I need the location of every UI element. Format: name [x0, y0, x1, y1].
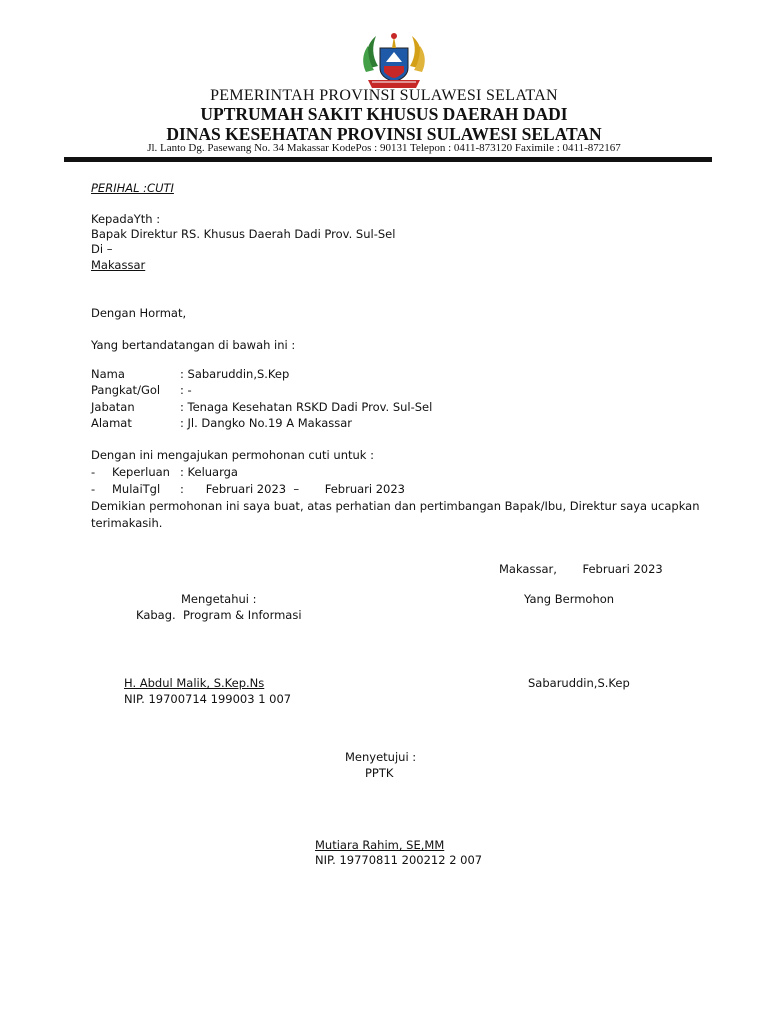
sign-left-name: H. Abdul Malik, S.Kep.Ns — [124, 676, 265, 690]
detail-bullet: - — [91, 482, 96, 496]
detail-bullet: - — [91, 465, 96, 479]
request-intro: Dengan ini mengajukan permohonan cuti untuk : — [91, 448, 374, 462]
sign-bottom-role: Menyetujui : — [345, 750, 417, 764]
recipient-di: Di – — [91, 242, 113, 256]
sign-left-role: Mengetahui : — [181, 592, 257, 606]
field-label-pangkat: Pangkat/Gol — [91, 383, 161, 397]
field-label-jabatan: Jabatan — [91, 400, 135, 414]
recipient-salutation: KepadaYth : — [91, 212, 161, 226]
subject-line: PERIHAL :CUTI — [91, 181, 174, 195]
letterhead-address: Jl. Lanto Dg. Pasewang No. 34 Makassar KodePos : 90131 Telepon : 0411-873120 Faximile : 0411-872167 — [147, 142, 621, 154]
closing-line-1: Demikian permohonan ini saya buat, atas perhatian dan pertimbangan Bapak/Ibu, Direktur saya ucapkan — [91, 499, 700, 513]
sign-right-name: Sabaruddin,S.Kep — [528, 676, 630, 690]
sign-bottom-name: Mutiara Rahim, SE,MM — [315, 838, 445, 852]
place-date: Makassar, Februari 2023 — [499, 562, 663, 576]
field-value-alamat: : Jl. Dangko No.19 A Makassar — [180, 416, 352, 430]
recipient-name: Bapak Direktur RS. Khusus Daerah Dadi Prov. Sul-Sel — [91, 227, 396, 241]
sign-bottom-nip: NIP. 19770811 200212 2 007 — [315, 853, 483, 867]
letterhead-hospital: UPTRUMAH SAKIT KHUSUS DAERAH DADI — [200, 104, 568, 124]
detail-value-keperluan: : Keluarga — [180, 465, 238, 479]
sign-bottom-position: PPTK — [365, 766, 394, 780]
letterhead-divider-thick — [64, 158, 712, 162]
detail-label-mulai: MulaiTgl — [112, 482, 161, 496]
closing-line-2: terimakasih. — [91, 516, 163, 530]
letterhead-department: DINAS KESEHATAN PROVINSI SULAWESI SELATAN — [166, 124, 602, 144]
sign-left-position: Kabag. Program & Informasi — [136, 608, 302, 622]
detail-label-keperluan: Keperluan — [112, 465, 170, 479]
sign-left-nip: NIP. 19700714 199003 1 007 — [124, 692, 292, 706]
field-label-nama: Nama — [91, 367, 125, 381]
detail-value-mulai: : Februari 2023 – Februari 2023 — [180, 482, 405, 496]
sign-right-role: Yang Bermohon — [524, 592, 615, 606]
recipient-city: Makassar — [91, 258, 146, 272]
intro-statement: Yang bertandatangan di bawah ini : — [91, 338, 296, 352]
province-emblem-logo — [360, 28, 428, 94]
field-value-nama: : Sabaruddin,S.Kep — [180, 367, 290, 381]
field-label-alamat: Alamat — [91, 416, 132, 430]
field-value-pangkat: : - — [180, 383, 192, 397]
field-value-jabatan: : Tenaga Kesehatan RSKD Dadi Prov. Sul-Sel — [180, 400, 433, 414]
greeting: Dengan Hormat, — [91, 306, 187, 320]
letterhead-government: PEMERINTAH PROVINSI SULAWESI SELATAN — [210, 87, 558, 104]
